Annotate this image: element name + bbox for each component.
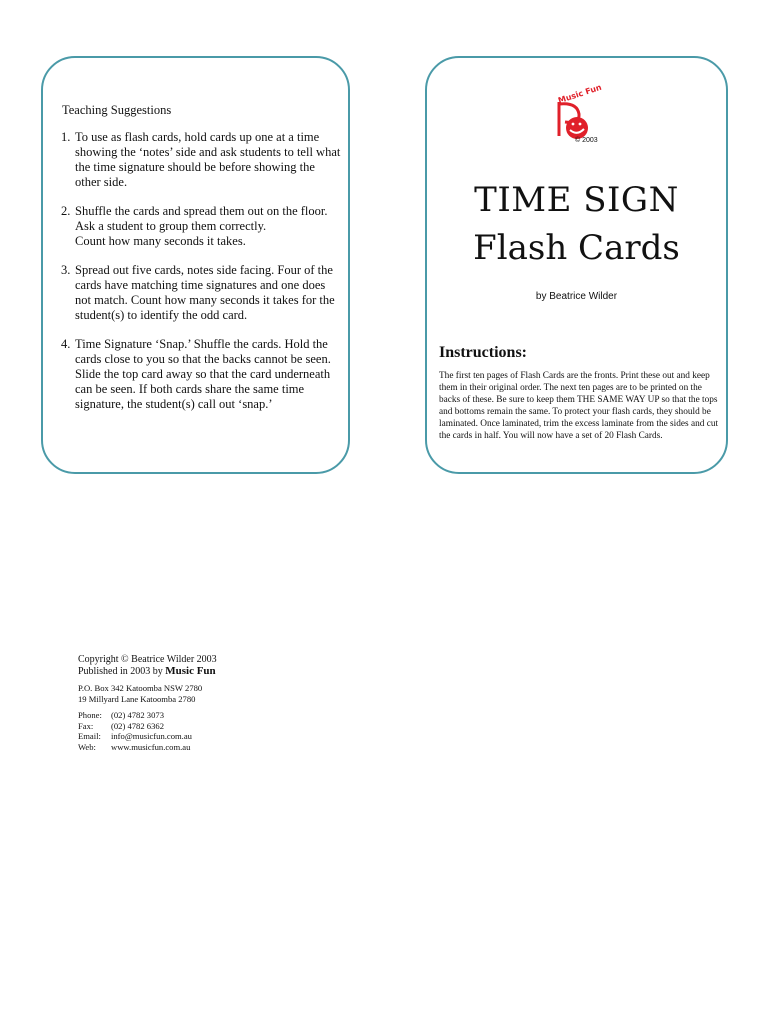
title-card bbox=[425, 56, 728, 474]
address-line-1: P.O. Box 342 Katoomba NSW 2780 bbox=[78, 683, 203, 693]
teaching-suggestions-card bbox=[41, 56, 350, 474]
title-line-1: TIME SIGN bbox=[474, 180, 679, 220]
byline: by Beatrice Wilder bbox=[535, 291, 618, 302]
publisher-name: Music Fun bbox=[165, 664, 216, 677]
web-link[interactable]: www.musicfun.com.au bbox=[111, 741, 191, 752]
phone-row: Phone: (02) 4782 3073 bbox=[78, 710, 164, 720]
web-row: Web: www.musicfun.com.au bbox=[78, 741, 191, 752]
logo-copyright: © 2003 bbox=[575, 137, 598, 144]
instructions-body: The first ten pages of Flash Cards are the fronts. Print these out and keep them in their original order. The next ten pages are to be printed on the backs of these. Be sure to keep them THE SAME WAY UP so that the tops and bottoms remain the same. To protect your flash cards, they should be laminated. Once laminated, trim the excess laminate from the sides and cut the cards in half. You will now have a set of 20 Flash Cards. bbox=[439, 371, 719, 441]
address-line-2: 19 Millyard Lane Katoomba 2780 bbox=[78, 693, 196, 704]
suggestions-list bbox=[61, 130, 343, 426]
logo-text: Music Fun bbox=[556, 82, 603, 106]
teaching-suggestions-heading: Teaching Suggestions bbox=[62, 103, 172, 117]
list-item: 2. Shuffle the cards and spread them out on the floor. Ask a student to group them correctly. Count how many seconds it takes. bbox=[61, 204, 328, 248]
fax-row: Fax: (02) 4782 6362 bbox=[78, 720, 164, 731]
instructions-heading: Instructions: bbox=[439, 344, 528, 361]
music-fun-logo bbox=[555, 82, 603, 144]
published-line: Published in 2003 by Music Fun bbox=[78, 664, 216, 677]
publisher-info bbox=[78, 654, 217, 752]
copyright-line: Copyright © Beatrice Wilder 2003 bbox=[78, 654, 217, 665]
email-link[interactable]: info@musicfun.com.au bbox=[111, 731, 192, 741]
email-row: Email: info@musicfun.com.au bbox=[78, 731, 192, 741]
title-line-2: Flash Cards bbox=[473, 228, 680, 268]
list-item: 4. Time Signature ‘Snap.’ Shuffle the cards. Hold the cards close to you so that the backs cannot be seen. Slide the top card away so that the card underneath can be seen. If both cards share the same time signature, the student(s) call out ‘snap.’ bbox=[61, 337, 331, 411]
list-item: 3. Spread out five cards, notes side facing. Four of the cards have matching time signatures and one does not match. Count how many seconds it takes for the student(s) to identify the odd card. bbox=[61, 263, 335, 322]
list-item: 1. To use as flash cards, hold cards up one at a time showing the ‘notes’ side and ask students to tell what the time signature should be before showing the other side. bbox=[61, 130, 341, 189]
